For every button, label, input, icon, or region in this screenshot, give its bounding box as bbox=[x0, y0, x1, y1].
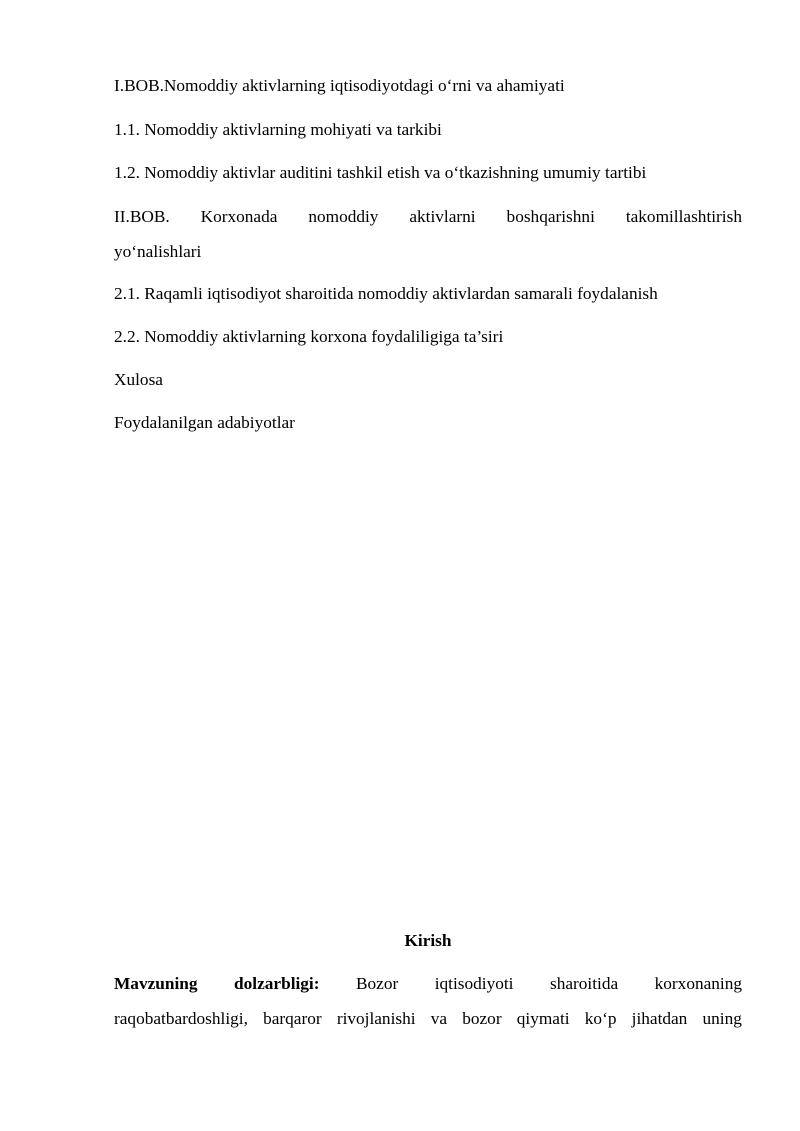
toc-item-chapter-1: I.BOB.Nomoddiy aktivlarning iqtisodiyotdagi o‘rni va ahamiyati bbox=[114, 76, 565, 95]
toc-word: nomoddiy bbox=[308, 207, 379, 226]
toc-word: takomillashtirish bbox=[625, 207, 742, 226]
intro-word: korxonaning bbox=[654, 974, 742, 993]
intro-heading: Kirish bbox=[404, 931, 452, 950]
toc-item-1-1: 1.1. Nomoddiy aktivlarning mohiyati va tarkibi bbox=[114, 120, 442, 139]
toc-item-1-2: 1.2. Nomoddiy aktivlar auditini tashkil etish va o‘tkazishning umumiy tartibi bbox=[114, 163, 647, 182]
intro-word: jihatdan bbox=[631, 1009, 688, 1028]
intro-word: barqaror bbox=[263, 1009, 322, 1028]
intro-word: rivojlanishi bbox=[336, 1009, 416, 1028]
intro-word: Mavzuning bbox=[114, 974, 198, 993]
toc-word: aktivlarni bbox=[409, 207, 476, 226]
intro-word: iqtisodiyoti bbox=[434, 974, 514, 993]
intro-word: uning bbox=[702, 1009, 742, 1028]
intro-paragraph-line-2 bbox=[114, 1006, 742, 1032]
toc-item-2-1: 2.1. Raqamli iqtisodiyot sharoitida nomoddiy aktivlardan samarali foydalanish bbox=[114, 284, 658, 303]
intro-word: dolzarbligi: bbox=[234, 974, 320, 993]
toc-item-conclusion: Xulosa bbox=[114, 370, 163, 389]
intro-word: Bozor bbox=[356, 974, 399, 993]
intro-word: sharoitida bbox=[549, 974, 619, 993]
toc-item-references: Foydalanilgan adabiyotlar bbox=[114, 413, 295, 432]
toc-word: Korxonada bbox=[200, 207, 278, 226]
toc-word: II.BOB. bbox=[114, 207, 170, 226]
toc-item-2-2: 2.2. Nomoddiy aktivlarning korxona foydaliligiga ta’siri bbox=[114, 327, 504, 346]
intro-word: ko‘p bbox=[584, 1009, 617, 1028]
intro-word: bozor bbox=[462, 1009, 502, 1028]
intro-word: va bbox=[430, 1009, 448, 1028]
intro-paragraph-line-1 bbox=[114, 971, 742, 997]
toc-word: boshqarishni bbox=[506, 207, 595, 226]
intro-word: qiymati bbox=[516, 1009, 570, 1028]
toc-item-chapter-2-continued: yo‘nalishlari bbox=[114, 242, 202, 261]
intro-word: raqobatbardoshligi, bbox=[114, 1009, 248, 1028]
toc-item-chapter-2 bbox=[114, 204, 742, 230]
